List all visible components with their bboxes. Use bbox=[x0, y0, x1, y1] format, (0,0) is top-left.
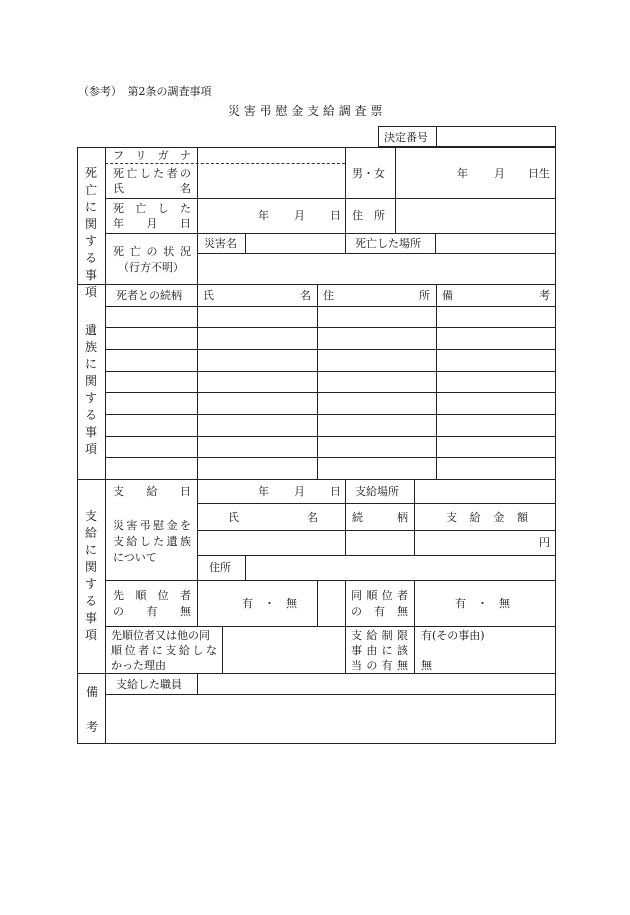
situation-field[interactable] bbox=[198, 254, 555, 283]
recipient-address-field[interactable] bbox=[246, 556, 555, 579]
death-month-label: 月 bbox=[294, 209, 305, 222]
restriction-yes[interactable]: 有(その事由) bbox=[421, 629, 485, 642]
restriction-label: 支 給 制 限 bbox=[351, 629, 408, 642]
deceased-name-label-2: 氏 名 bbox=[113, 182, 191, 195]
recipient-label: 災 害 弔 慰 金 を bbox=[113, 519, 191, 532]
payment-year-label: 年 bbox=[258, 485, 269, 498]
recipient-label-2: 支 給 し た 遺 族 bbox=[113, 535, 191, 548]
recipient-name-field[interactable] bbox=[198, 531, 344, 554]
reason-label-2: 順 位 者 に 支 給 し な bbox=[111, 644, 217, 657]
birth-month-label: 月 bbox=[494, 167, 505, 180]
reference-note: （参考） 第2条の調査事項 bbox=[78, 85, 212, 98]
staff-label: 支給した職員 bbox=[116, 678, 182, 691]
priority-label: 先 順 位 者 bbox=[113, 589, 191, 602]
recipient-address-label: 住所 bbox=[209, 561, 231, 574]
restriction-label-3: 当 の 有 無 bbox=[351, 659, 408, 672]
payment-month-label: 月 bbox=[294, 485, 305, 498]
recipient-relation-header: 続 柄 bbox=[352, 511, 408, 524]
section-heading-remarks-1: 備 bbox=[86, 685, 99, 699]
same-rank-label-2: の 有 無 bbox=[351, 605, 408, 618]
recipient-name-header: 氏 名 bbox=[228, 511, 318, 524]
payment-place-field[interactable] bbox=[415, 480, 555, 502]
payment-date-label: 支 給 日 bbox=[113, 485, 191, 498]
col-address-header: 住 所 bbox=[323, 289, 430, 302]
family-row[interactable] bbox=[106, 372, 555, 392]
missing-label: （行方不明） bbox=[118, 261, 184, 274]
amount-header: 支 給 金 額 bbox=[446, 511, 528, 524]
furigana-field[interactable] bbox=[198, 148, 344, 163]
family-row[interactable] bbox=[106, 393, 555, 414]
section-heading-payment: 支給に関する事項 bbox=[84, 509, 97, 642]
form-title: 災 害 弔 慰 金 支 給 調 査 票 bbox=[228, 104, 383, 118]
payment-day-label: 日 bbox=[330, 485, 341, 498]
yen-label: 円 bbox=[539, 536, 550, 549]
address-label: 住 所 bbox=[352, 209, 385, 222]
family-row[interactable] bbox=[106, 307, 555, 327]
priority-yes-no[interactable]: 有 ・ 無 bbox=[242, 597, 297, 610]
same-rank-yes-no[interactable]: 有 ・ 無 bbox=[455, 597, 510, 610]
decision-number-label: 決定番号 bbox=[384, 131, 428, 144]
recipient-relation-field[interactable] bbox=[346, 531, 413, 554]
amount-field[interactable] bbox=[415, 531, 537, 554]
death-year-label: 年 bbox=[258, 209, 269, 222]
priority-label-2: の 有 無 bbox=[113, 605, 191, 618]
col-name-header: 氏 名 bbox=[203, 289, 311, 302]
section-heading-death: 死亡に関する事項 bbox=[84, 166, 97, 299]
address-field[interactable] bbox=[396, 199, 555, 232]
disaster-name-label: 災害名 bbox=[204, 237, 237, 250]
death-date-label: 死 亡 し た bbox=[113, 202, 191, 215]
death-date-label-2: 年 月 日 bbox=[113, 217, 191, 230]
family-row[interactable] bbox=[106, 458, 555, 479]
col-remarks-header: 備 考 bbox=[442, 289, 550, 302]
recipient-label-3: について bbox=[113, 551, 157, 564]
place-of-death-label: 死亡した場所 bbox=[355, 237, 421, 250]
restriction-no[interactable]: 無 bbox=[421, 659, 432, 672]
family-row[interactable] bbox=[106, 437, 555, 457]
section-heading-family: 遺族に関する事項 bbox=[84, 323, 97, 456]
sex-label[interactable]: 男・女 bbox=[352, 167, 385, 180]
situation-label: 死 亡 の 状 況 bbox=[113, 245, 191, 258]
family-row[interactable] bbox=[106, 350, 555, 371]
place-of-death-field[interactable] bbox=[436, 234, 555, 252]
furigana-label: フ リ ガ ナ bbox=[113, 149, 191, 162]
death-day-label: 日 bbox=[330, 209, 341, 222]
family-row[interactable] bbox=[106, 415, 555, 436]
disaster-name-field[interactable] bbox=[246, 234, 344, 252]
deceased-name-label: 死 亡 し た 者 の bbox=[113, 167, 191, 180]
reason-field[interactable] bbox=[223, 627, 344, 672]
reason-label: 先順位者又は他の同 bbox=[111, 629, 210, 642]
birth-year-label: 年 bbox=[457, 167, 468, 180]
deceased-name-field[interactable] bbox=[198, 164, 344, 197]
birth-day-label: 日生 bbox=[528, 167, 550, 180]
restriction-label-2: 事 由 に 該 bbox=[351, 644, 408, 657]
decision-number-field[interactable] bbox=[437, 127, 555, 146]
same-rank-label: 同 順 位 者 bbox=[351, 589, 408, 602]
staff-field[interactable] bbox=[198, 674, 555, 693]
section-heading-remarks-2: 考 bbox=[86, 720, 99, 734]
payment-place-label: 支給場所 bbox=[355, 485, 399, 498]
family-row[interactable] bbox=[106, 328, 555, 349]
reason-label-3: かった理由 bbox=[111, 659, 166, 672]
remarks-field[interactable] bbox=[106, 695, 555, 743]
col-relation-header: 死者との続柄 bbox=[116, 289, 182, 302]
